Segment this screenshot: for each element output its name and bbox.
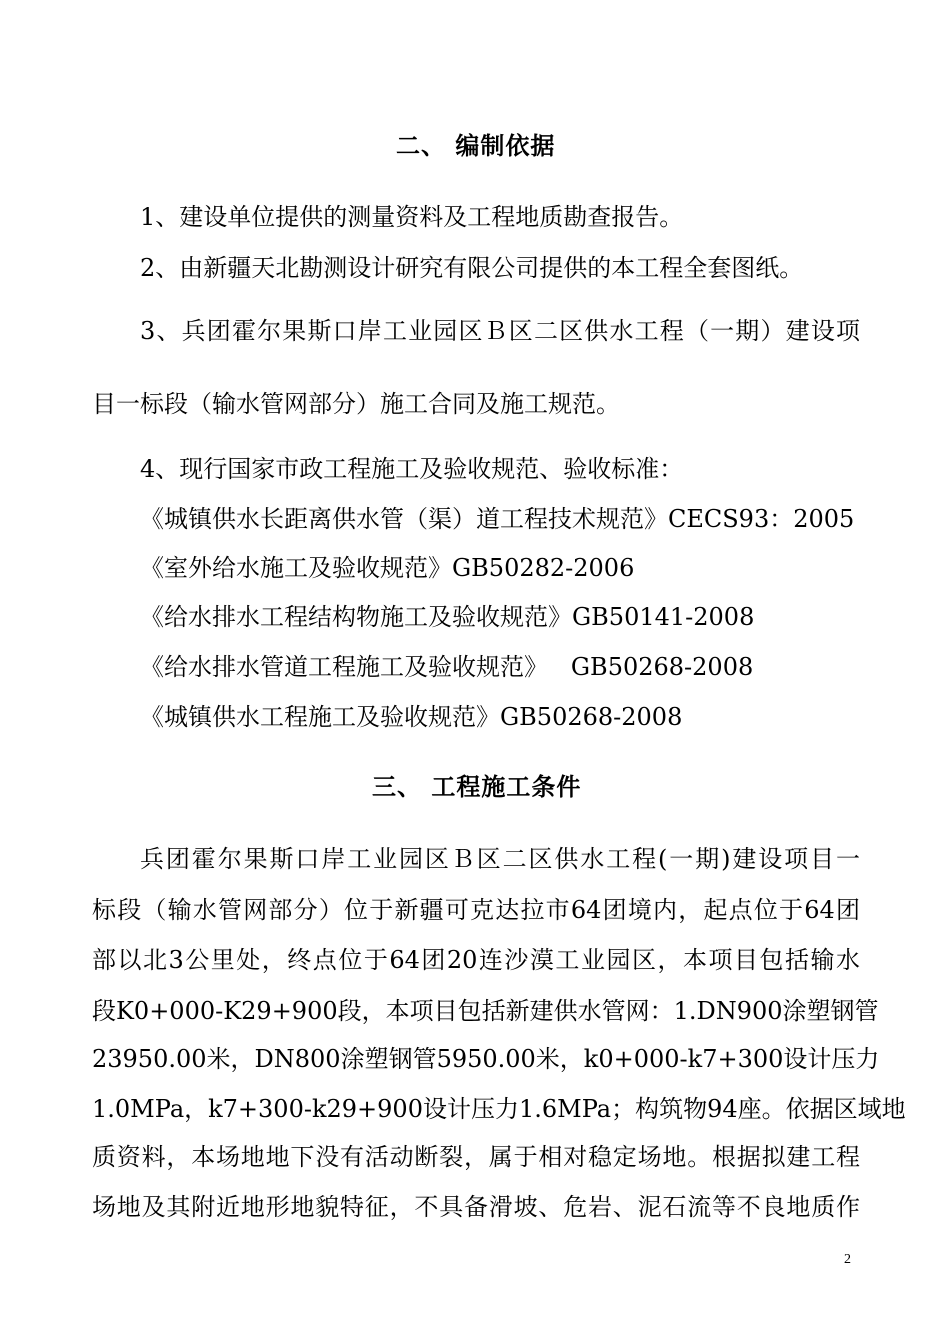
section-3-heading: 三、 工程施工条件 [372, 772, 582, 801]
conditions-line-5: 23950.00米，DN800涂塑钢管5950.00米，k0+000-k7+300设计压力 [92, 1045, 880, 1073]
basis-item-1: 1、建设单位提供的测量资料及工程地质勘查报告。 [140, 203, 684, 231]
standard-3: 《给水排水工程结构物施工及验收规范》GB50141-2008 [140, 603, 755, 631]
page-number: 2 [844, 1252, 851, 1267]
basis-item-3-line-2: 目一标段（输水管网部分）施工合同及施工规范。 [92, 390, 620, 418]
basis-item-3-line-1: 3、兵团霍尔果斯口岸工业园区Ｂ区二区供水工程（一期）建设项 [140, 317, 860, 345]
basis-item-2: 2、由新疆天北勘测设计研究有限公司提供的本工程全套图纸。 [140, 254, 804, 282]
conditions-line-4: 段K0+000-K29+900段，本项目包括新建供水管网：1.DN900涂塑钢管 [92, 997, 879, 1025]
standard-4: 《给水排水管道工程施工及验收规范》 GB50268-2008 [140, 653, 754, 681]
conditions-line-6: 1.0MPa，k7+300-k29+900设计压力1.6MPa；构筑物94座。依据区域地 [92, 1095, 906, 1123]
conditions-line-3: 部以北3公里处，终点位于64团20连沙漠工业园区，本项目包括输水 [92, 946, 860, 974]
conditions-line-7: 质资料，本场地地下没有活动断裂，属于相对稳定场地。根据拟建工程 [92, 1143, 860, 1171]
conditions-line-1: 兵团霍尔果斯口岸工业园区Ｂ区二区供水工程(一期)建设项目一 [140, 845, 860, 873]
standard-2: 《室外给水施工及验收规范》GB50282-2006 [140, 554, 635, 582]
basis-item-4: 4、现行国家市政工程施工及验收规范、验收标准： [140, 455, 684, 483]
standard-1: 《城镇供水长距离供水管（渠）道工程技术规范》CECS93：2005 [140, 505, 855, 533]
section-2-heading: 二、 编制依据 [396, 131, 556, 160]
standard-5: 《城镇供水工程施工及验收规范》GB50268-2008 [140, 703, 683, 731]
conditions-line-2: 标段（输水管网部分）位于新疆可克达拉市64团境内，起点位于64团 [92, 896, 860, 924]
conditions-line-8: 场地及其附近地形地貌特征，不具备滑坡、危岩、泥石流等不良地质作 [92, 1193, 860, 1221]
